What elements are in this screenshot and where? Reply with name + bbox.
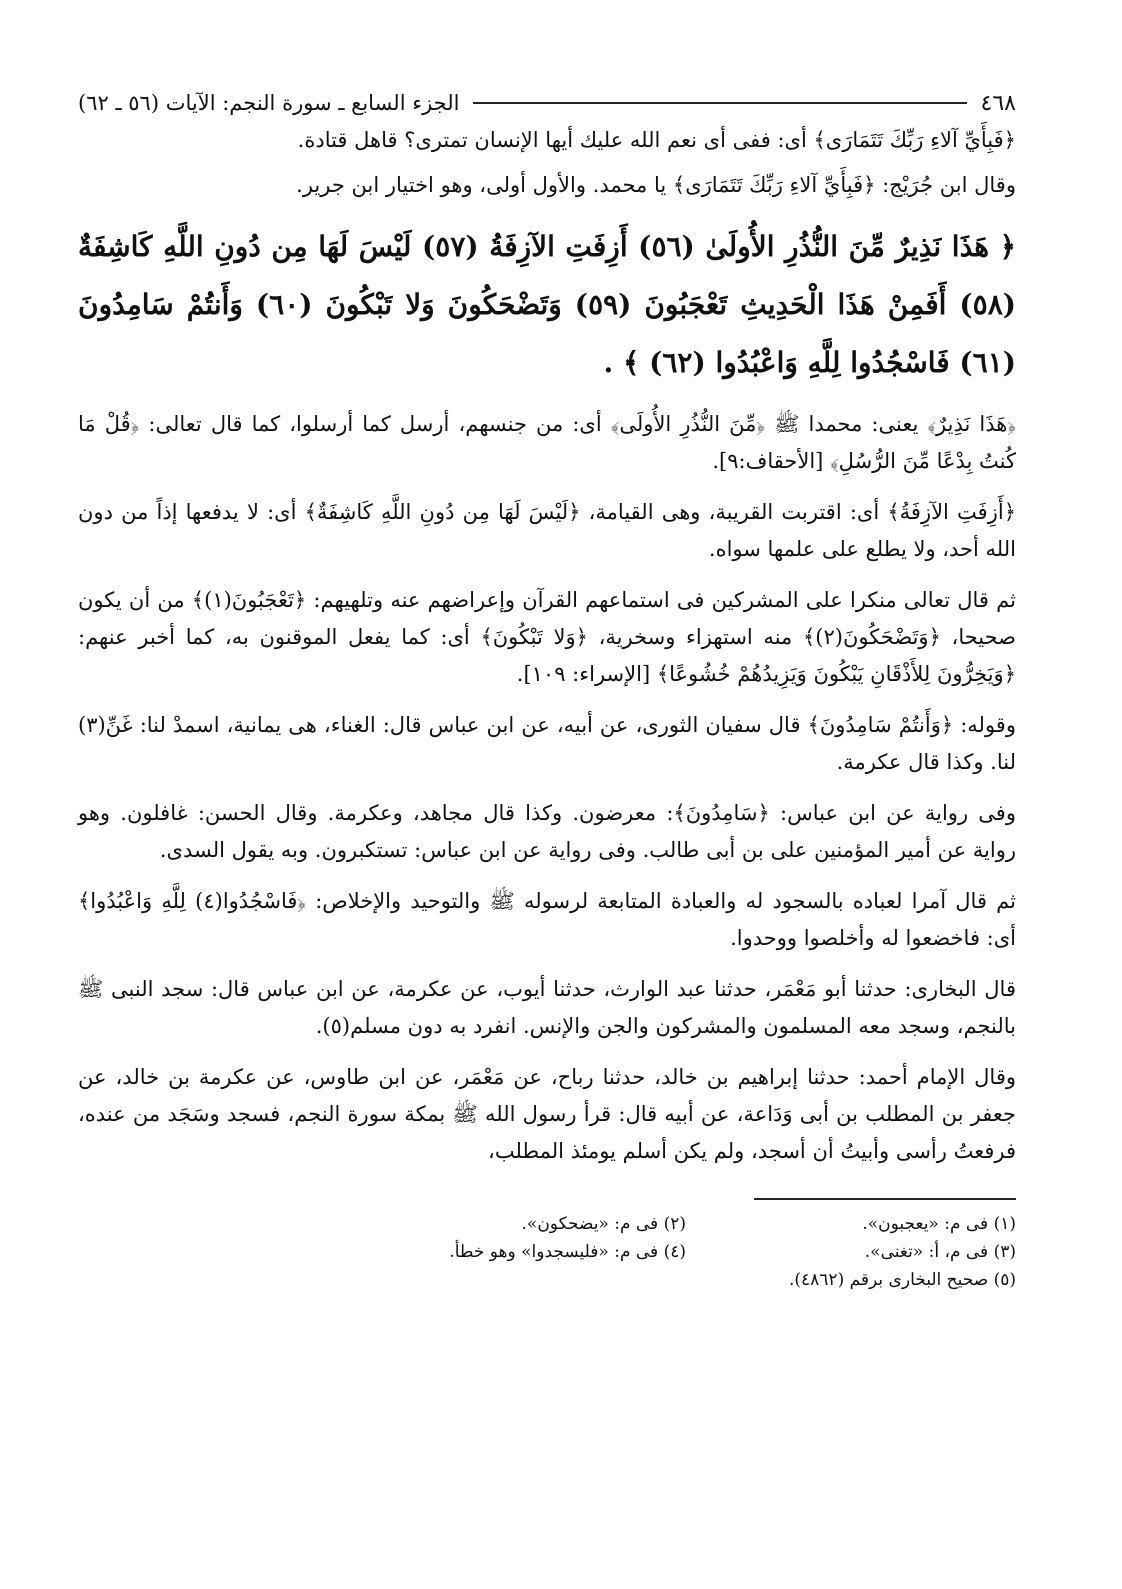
paragraph-6: وقوله: ﴿وَأَنتُمْ سَامِدُونَ﴾ قال سفيان الثورى، عن أبيه، عن ابن عباس قال: الغناء، هى يمانية، اسمدْ لنا: غَنِّ(٣) لنا. وكذا قال عكرمة. [78,713,1016,774]
footnote-4: (٤) فى م: «فليسجدوا» وهو خطأ. [449,1242,686,1262]
footnote-row [78,1210,1016,1238]
paragraph-9: قال البخارى: حدثنا أبو مَعْمَر، حدثنا عبد الوارث، حدثنا أيوب، عن عكرمة، عن ابن عباس قال: سجد النبى ﷺ بالنجم، وسجد معه المسلمون والمشركون والجن والإنس. انفرد به دون مسلم(٥). [78,977,1016,1038]
footnote-row [78,1266,1016,1294]
paragraph-1: ﴿فَبِأَيِّ آلاءِ رَبِّكَ تَتَمَارَى﴾ أى: ففى أى نعم الله عليك أيها الإنسان تمترى؟ قاهل قتادة. [297,128,1016,152]
running-title: الجزء السابع ـ سورة النجم: الآيات (٥٦ ـ ٦٢) [78,91,460,115]
page-header [78,84,1016,122]
header-rule [473,102,966,104]
page-number: ٤٦٨ [980,90,1016,116]
footnotes [78,1210,1016,1294]
paragraph-3: ﴿هَذَا نَذِيرٌ﴾ يعنى: محمدا ﷺ ﴿مِّنَ النُّذُرِ الأُولَى﴾ أى: من جنسهم، أرسل كما أرسلوا، كما قال تعالى: ﴿قُلْ مَا كُنتُ بِدْعًا مِّنَ الرُّسُلِ﴾ [الأحقاف:٩]. [78,412,1016,473]
footnote-row [78,1238,1016,1266]
footnote-3: (٣) فى م، أ: «تغنى». [864,1242,1016,1262]
paragraph-7: وفى رواية عن ابن عباس: ﴿سَامِدُونَ﴾: معرضون. وكذا قال مجاهد، وعكرمة. وقال الحسن: غافلون. وهو رواية عن أمير المؤمنين على بن أبى طالب. وفى رواية عن ابن عباس: تستكبرون. وبه يقول السدى. [78,801,1016,862]
quran-verses-block: ﴿ هَذَا نَذِيرٌ مِّنَ النُّذُرِ الأُولَىٰ (٥٦) أَزِفَتِ الآزِفَةُ (٥٧) لَيْسَ لَهَا مِن دُونِ اللَّهِ كَاشِفَةٌ (٥٨) أَفَمِنْ هَذَا الْحَدِيثِ تَعْجَبُونَ (٥٩) وَتَضْحَكُونَ وَلا تَبْكُونَ (٦٠) وَأَنتُمْ سَامِدُونَ (٦١) فَاسْجُدُوا لِلَّهِ وَاعْبُدُوا (٦٢) ﴾ . [78,230,1017,379]
main-text [78,122,1016,1170]
footnote-2: (٢) فى م: «يضحكون». [521,1214,686,1234]
paragraph-8: ثم قال آمرا لعباده بالسجود له والعبادة المتابعة لرسوله ﷺ والتوحيد والإخلاص: ﴿فَاسْجُدُوا(٤) لِلَّهِ وَاعْبُدُوا﴾ أى: فاخضعوا له وأخلصوا ووحدوا. [78,889,1016,950]
paragraph-2: وقال ابن جُرَيْج: ﴿فَبِأَيِّ آلاءِ رَبِّكَ تَتَمَارَى﴾ يا محمد. والأول أولى، وهو اختيار ابن جرير. [296,173,1016,197]
paragraph-5: ثم قال تعالى منكرا على المشركين فى استماعهم القرآن وإعراضهم عنه وتلهيهم: ﴿تَعْجَبُونَ(١)﴾ من أن يكون صحيحا، ﴿وَتَضْحَكُونَ(٢)﴾ منه استهزاء وسخرية، ﴿وَلا تَبْكُونَ﴾ أى: كما يفعل الموقنون به، كما أخبر عنهم: ﴿وَيَخِرُّونَ لِلأَذْقَانِ يَبْكُونَ وَيَزِيدُهُمْ خُشُوعًا﴾ [الإسراء: ١٠٩]. [78,588,1017,686]
footnote-5: (٥) صحيح البخارى برقم (٤٨٦٢). [788,1270,1016,1290]
footnote-separator [754,1198,1016,1200]
footnote-1: (١) فى م: «يعجبون». [862,1214,1016,1234]
paragraph-4: ﴿أَزِفَتِ الآزِفَةُ﴾ أى: اقتربت القريبة، وهى القيامة، ﴿لَيْسَ لَهَا مِن دُونِ اللَّهِ كَاشِفَةٌ﴾ أى: لا يدفعها إذاً من دون الله أحد، ولا يطلع على علمها سواه. [78,500,1016,561]
paragraph-10: وقال الإمام أحمد: حدثنا إبراهيم بن خالد، حدثنا رباح، عن مَعْمَر، عن ابن طاوس، عن عكرمة بن خالد، عن جعفر بن المطلب بن أبى وَدَاعة، عن أبيه قال: قرأ رسول الله ﷺ بمكة سورة النجم، فسجد وسَجَد من عنده، فرفعتُ رأسى وأبيتُ أن أسجد، ولم يكن أسلم يومئذ المطلب، [78,1065,1016,1163]
